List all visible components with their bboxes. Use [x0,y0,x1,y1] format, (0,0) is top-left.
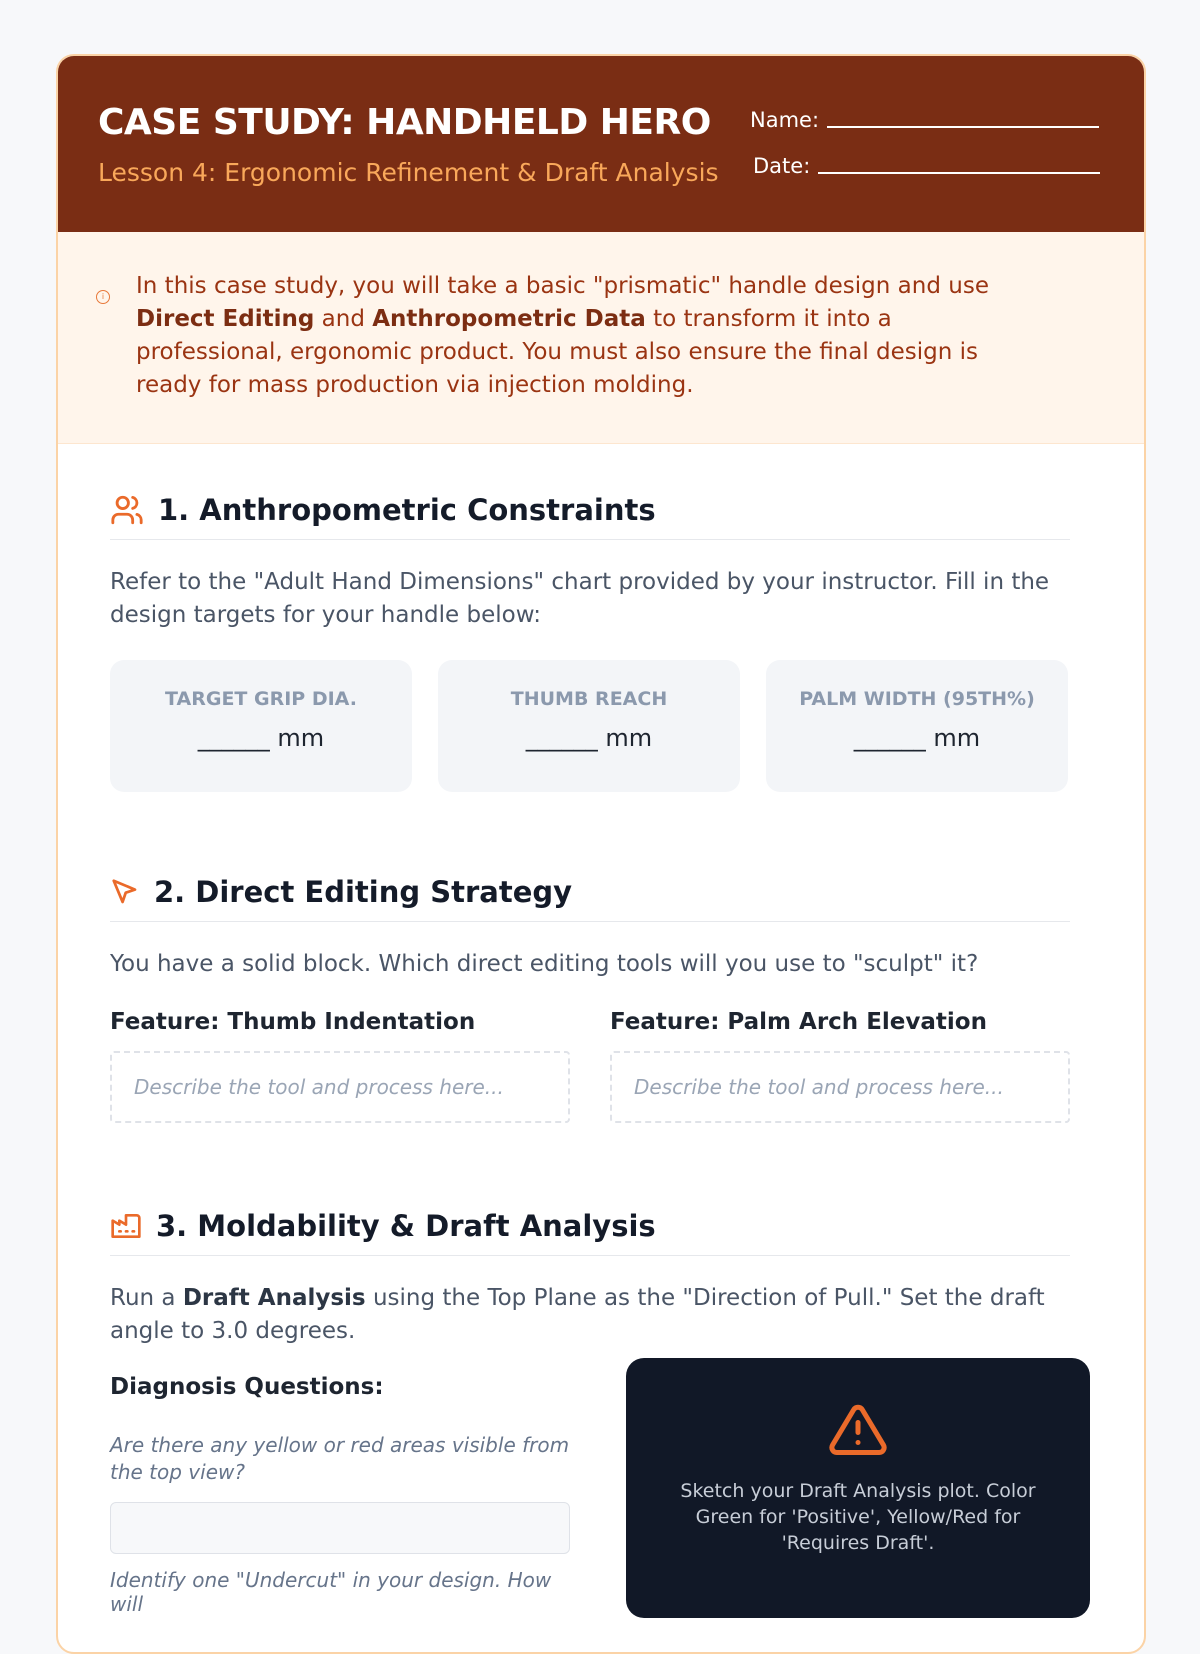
section-header [110,480,1070,540]
factory-icon [110,1210,142,1242]
section-header [110,1196,1070,1256]
diagnosis-questions [110,1374,570,1616]
users-icon [110,493,144,527]
feature-fields [110,1009,1070,1123]
card-value[interactable]: ______ mm [853,724,981,752]
section-anthropometric [110,480,1070,792]
question-1: Are there any yellow or red areas visible from the top view? [110,1433,570,1484]
answer-1-input[interactable] [110,1502,570,1554]
target-card-palm [766,660,1068,792]
feature-label: Feature: Thumb Indentation [110,1009,476,1035]
card-value[interactable]: ______ mm [197,724,325,752]
page-subtitle: Lesson 4: Ergonomic Refinement & Draft Analysis [98,158,719,187]
intro-bold-direct-editing: Direct Editing [136,306,315,332]
intro-text: In this case study, you will take a basic "prismatic" handle design and use Direct Editing and Anthropometric Data to transform it into a professional, ergonomic product. You must also ensure the final design is ready for mass production via injection molding. [136,273,989,398]
section-title: 3. Moldability & Draft Analysis [156,1208,656,1243]
intro-bold-anthropometric: Anthropometric Data [372,306,646,332]
date-label: Date: [753,154,811,178]
draft-analysis-bold: Draft Analysis [182,1285,366,1311]
name-label: Name: [750,108,820,132]
sketch-instructions: Sketch your Draft Analysis plot. Color Green for 'Positive', Yellow/Red for 'Requires Draft'. [680,1480,1036,1554]
date-field[interactable] [753,154,1100,178]
section-title: 2. Direct Editing Strategy [154,874,573,909]
date-line [818,172,1100,174]
target-cards [110,660,1070,792]
feature-input[interactable]: Describe the tool and process here... [110,1051,570,1123]
section-text: You have a solid block. Which direct editing tools will you use to "sculpt" it? [110,951,979,977]
section-draft-analysis [110,1196,1070,1634]
section-text: Run a Draft Analysis using the Top Plane as the "Direction of Pull." Set the draft angle to 3.0 degrees. [110,1285,1045,1344]
feature-thumb [110,1009,570,1123]
section-direct-editing [110,862,1070,1123]
name-line [827,126,1099,128]
header [58,56,1144,232]
section-header [110,862,1070,922]
feature-palm [610,1009,1070,1123]
info-icon: i [96,290,110,304]
intro-callout [58,232,1144,444]
warning-icon [826,1400,890,1460]
card-value[interactable]: ______ mm [525,724,653,752]
target-card-grip [110,660,412,792]
page-title: CASE STUDY: HANDHELD HERO [98,102,711,143]
sketch-box[interactable] [626,1358,1090,1618]
name-field[interactable] [750,108,1099,132]
card-label: PALM WIDTH (95TH%) [799,688,1035,710]
diagnosis-heading: Diagnosis Questions: [110,1374,384,1400]
card-label: TARGET GRIP DIA. [165,688,357,710]
card-label: THUMB REACH [510,688,668,710]
section-title: 1. Anthropometric Constraints [158,492,656,527]
feature-label: Feature: Palm Arch Elevation [610,1009,987,1035]
diagnosis-area [110,1374,1070,1634]
target-card-thumb [438,660,740,792]
feature-input[interactable]: Describe the tool and process here... [610,1051,1070,1123]
worksheet [56,54,1146,1654]
section-text: Refer to the "Adult Hand Dimensions" chart provided by your instructor. Fill in the design targets for your handle below: [110,569,1050,628]
question-2: Identify one "Undercut" in your design. How will [110,1568,552,1616]
pointer-icon [110,877,140,907]
